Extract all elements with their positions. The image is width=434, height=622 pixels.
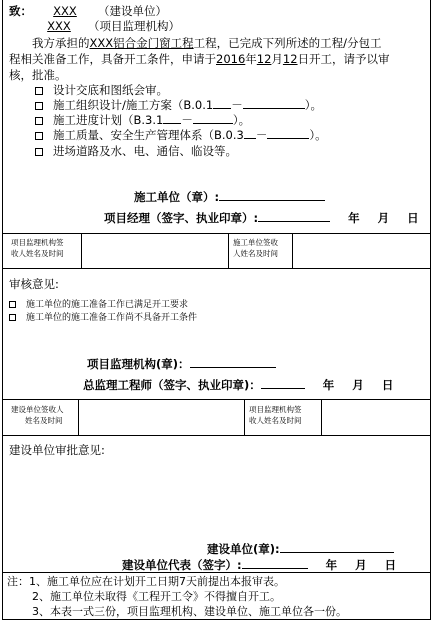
signature-field[interactable] (242, 568, 308, 569)
checklist-text: 施工组织设计/施工方案（B.0.1 (53, 98, 214, 112)
client-role: （建设单位） (98, 4, 167, 18)
signature-field[interactable] (219, 200, 325, 201)
checklist-item (35, 112, 250, 128)
blank-field[interactable] (244, 138, 256, 139)
checklist-dash: － (255, 128, 268, 142)
date-day-label: 日 (407, 211, 419, 225)
receipt-label-client (11, 404, 64, 426)
supervisor-org-label: 项目监理机构(章)： (87, 357, 190, 371)
receipt-label-text: 施工单位签收 (233, 238, 278, 247)
checklist-item (35, 143, 237, 159)
client-unit-line (207, 541, 394, 557)
checklist-text: ）。 (304, 98, 322, 112)
checkbox-icon[interactable] (35, 102, 43, 110)
client-unit-label: 建设单位(章): (207, 542, 280, 556)
body-text: 日开工，请予以审 (297, 52, 390, 66)
chief-engineer-line (83, 377, 393, 393)
body-text: 我方承担的 (32, 36, 90, 50)
body-text: 工程，已完成下列所述的工程/分包工 (193, 36, 382, 50)
divider (292, 233, 293, 268)
date-year-label: 年 (325, 558, 338, 572)
divider (321, 399, 322, 435)
receipt-label-supervisor-2 (249, 404, 302, 426)
body-text: 核，批准。 (9, 68, 67, 82)
client-rep-label: 建设单位代表（签字）: (122, 558, 242, 572)
chief-engineer-label: 总监理工程师（签字、执业印章)： (83, 378, 261, 392)
supervisor-role: （项目监理机构） (88, 19, 180, 33)
date-year-label: 年 (348, 211, 360, 225)
blank-field[interactable] (163, 123, 181, 124)
to-label: 致： (9, 4, 32, 18)
divider (244, 399, 245, 435)
checklist-text: ）。 (309, 128, 327, 142)
checkbox-icon[interactable] (9, 314, 16, 321)
supervisor-name: XXX (47, 19, 71, 33)
receipt-label-text: 项目监理机构签 (249, 405, 302, 414)
signature-field[interactable] (190, 367, 276, 368)
application-form (2, 0, 431, 620)
approval-title: 建设单位审批意见: (9, 443, 105, 457)
date-day-label: 日 (381, 378, 394, 392)
checklist-text: 施工进度计划（B.3.1 (53, 113, 164, 127)
checkbox-icon[interactable] (35, 117, 43, 125)
body-line-3 (9, 67, 67, 83)
receipt-label-text: 建设单位签收人 (11, 405, 64, 414)
body-line-1 (32, 35, 382, 51)
note-3: 3、本表一式三份，项目监理机构、建设单位、施工单位各一份。 (32, 605, 347, 618)
divider (78, 399, 79, 435)
date-month-label: 月 (355, 558, 367, 572)
body-text: 程相关准备工作，具备开工条件，申请于 (9, 52, 216, 66)
review-option (9, 297, 188, 310)
blank-field[interactable] (213, 108, 231, 109)
supervisor-org-line (87, 356, 276, 372)
checklist-item (35, 127, 327, 143)
client-rep-line (122, 557, 396, 573)
checklist-dash: － (181, 113, 193, 127)
review-title: 审核意见: (9, 277, 59, 291)
start-month: 12 (256, 52, 272, 66)
divider (3, 399, 430, 400)
contractor-unit-label: 施工单位（章）: (134, 190, 220, 204)
checklist-dash: － (231, 98, 243, 112)
receipt-label-text: 项目监理机构签 (11, 238, 64, 247)
divider (81, 233, 82, 268)
review-option (9, 310, 197, 323)
review-option-text: 施工单位的施工准备工作尚不具备开工条件 (26, 313, 198, 323)
project-manager-label: 项目经理（签字、执业印章）: (104, 211, 259, 225)
date-year-label: 年 (322, 378, 335, 392)
receipt-label-text: 姓名及时间 (25, 416, 63, 425)
date-month-label: 月 (377, 211, 390, 225)
client-name: XXX (53, 4, 77, 18)
receipt-label-supervisor (11, 237, 64, 259)
date-day-label: 日 (384, 558, 397, 572)
receipt-label-text: 人姓名及时间 (233, 249, 278, 258)
project-manager-line (104, 210, 419, 226)
checklist-text: 设计交底和图纸会审。 (53, 83, 168, 97)
checklist-text: 施工质量、安全生产管理体系（B.0.3 (53, 128, 244, 142)
start-year: 2016 (216, 52, 246, 66)
body-text: 月 (271, 52, 283, 66)
body-text: 年 (245, 52, 257, 66)
checklist-item (35, 82, 168, 98)
signature-field[interactable] (280, 552, 394, 553)
blank-field[interactable] (243, 108, 305, 109)
checkbox-icon[interactable] (9, 301, 16, 308)
review-option-text: 施工单位的施工准备工作已满足开工要求 (26, 300, 189, 310)
note-1: 注：1、施工单位应在计划开工日期7天前提出本报审表。 (7, 575, 285, 588)
checklist-item (35, 97, 322, 113)
blank-field[interactable] (267, 138, 309, 139)
signature-field[interactable] (261, 388, 305, 389)
addressee-line-2 (30, 18, 180, 34)
divider (3, 268, 430, 269)
checkbox-icon[interactable] (35, 148, 43, 156)
addressee-line-1 (9, 3, 167, 19)
checkbox-icon[interactable] (35, 132, 43, 140)
checkbox-icon[interactable] (35, 87, 43, 95)
checklist-text: ）。 (232, 113, 251, 127)
receipt-label-text: 收人姓名及时间 (249, 416, 302, 425)
receipt-label-text: 收人姓名及时间 (11, 249, 64, 258)
start-day: 12 (282, 52, 298, 66)
signature-field[interactable] (258, 221, 330, 222)
checklist-text: 进场道路及水、电、通信、临设等。 (53, 144, 237, 158)
body-line-2 (9, 51, 390, 67)
divider (228, 233, 229, 268)
divider (3, 435, 430, 436)
blank-field[interactable] (193, 123, 233, 124)
contractor-unit-line (134, 189, 325, 205)
divider (3, 233, 430, 234)
date-month-label: 月 (352, 378, 364, 392)
receipt-label-contractor (233, 237, 278, 259)
project-name: XXX铝合金门窗工程 (89, 36, 194, 50)
note-2: 2、施工单位未取得《工程开工令》不得擅自开工。 (32, 590, 281, 603)
